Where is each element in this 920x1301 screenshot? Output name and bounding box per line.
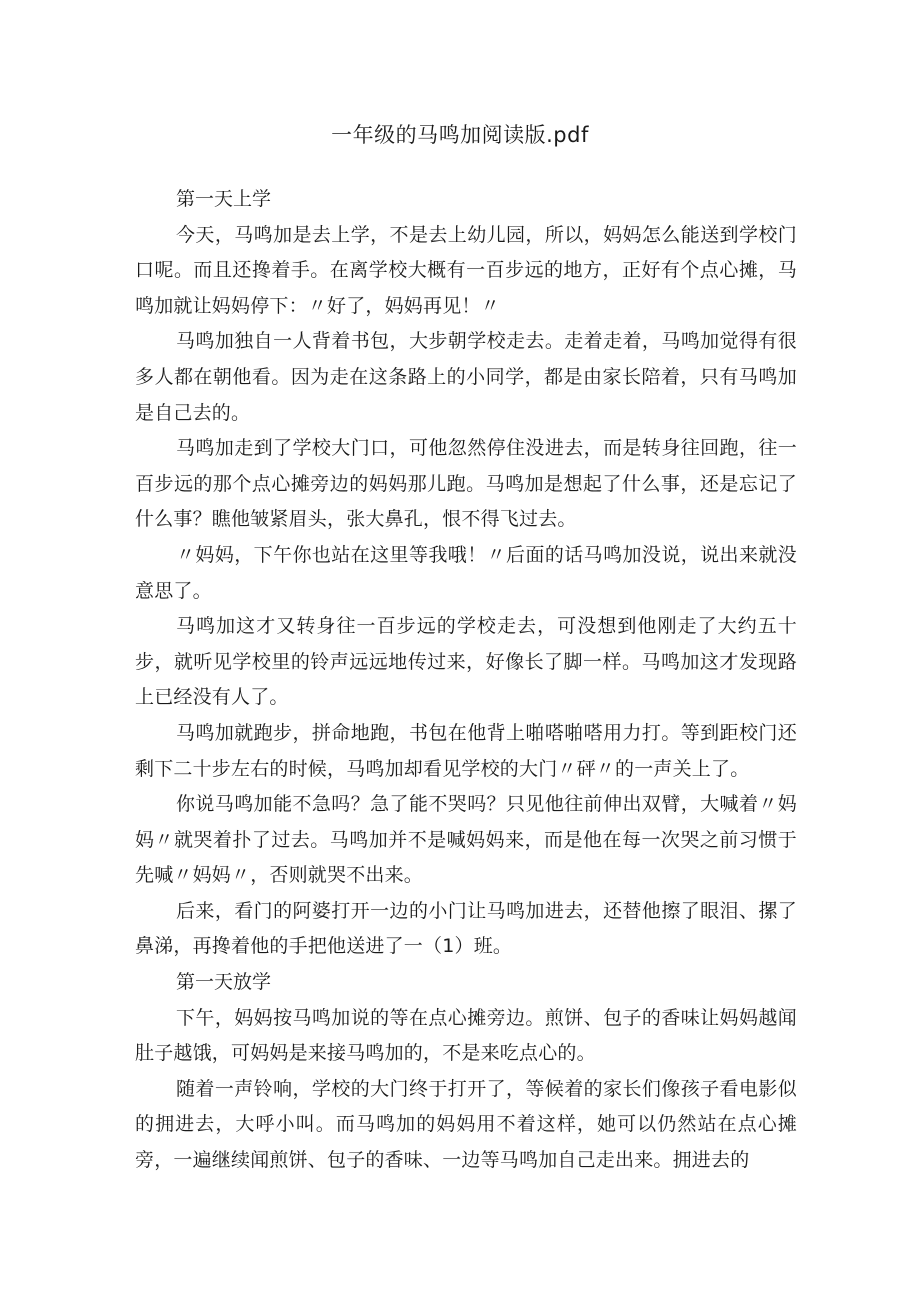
section-heading-first-day-school: 第一天上学	[176, 188, 272, 210]
paragraph: 马鸣加就跑步，拼命地跑，书包在他背上啪嗒啪嗒用力打。等到距校门还剩下二十步左右的时候，马鸣加却看见学校的大门〃砰〃的一声关上了。	[135, 721, 797, 780]
paragraph: 〃妈妈，下午你也站在这里等我哦！〃后面的话马鸣加没说，说出来就没意思了。	[135, 543, 797, 602]
section-heading-first-day-dismissal: 第一天放学	[176, 971, 272, 994]
paragraph: 下午，妈妈按马鸣加说的等在点心摊旁边。煎饼、包子的香味让妈妈越闻肚子越饿，可妈妈是来接马鸣加的，不是来吃点心的。	[135, 1006, 797, 1065]
paragraph: 今天，马鸣加是去上学，不是去上幼儿园，所以，妈妈怎么能送到学校门口呢。而且还搀着手。在离学校大概有一百步远的地方，正好有个点心摊，马鸣加就让妈妈停下：〃好了，妈妈再见！〃	[135, 223, 797, 317]
document-body	[135, 182, 797, 1179]
paragraph: 马鸣加独自一人背着书包，大步朝学校走去。走着走着，马鸣加觉得有很多人都在朝他看。因为走在这条路上的小同学，都是由家长陪着，只有马鸣加是自己去的。	[135, 330, 797, 424]
paragraph: 随着一声铃响，学校的大门终于打开了，等候着的家长们像孩子看电影似的拥进去，大呼小叫。而马鸣加的妈妈用不着这样，她可以仍然站在点心摊旁，一遍继续闻煎饼、包子的香味、一边等马鸣加自己走出来。拥进去的	[135, 1077, 797, 1172]
document-title: 一年级的马鸣加阅读版.pdf	[331, 123, 589, 147]
paragraph: 马鸣加这才又转身往一百步远的学校走去，可没想到他刚走了大约五十步，就听见学校里的铃声远远地传过来，好像长了脚一样。马鸣加这才发现路上已经没有人了。	[135, 615, 797, 709]
paragraph: 马鸣加走到了学校大门口，可他忽然停住没进去，而是转身往回跑，往一百步远的那个点心摊旁边的妈妈那儿跑。马鸣加是想起了什么事，还是忘记了什么事？瞧他皱紧眉头，张大鼻孔，恨不得飞过去。	[135, 437, 797, 531]
paragraph: 后来，看门的阿婆打开一边的小门让马鸣加进去，还替他擦了眼泪、摞了鼻涕，再搀着他的手把他送进了一（1）班。	[135, 899, 797, 958]
paragraph: 你说马鸣加能不急吗？急了能不哭吗？只见他往前伸出双臂，大喊着〃妈妈〃就哭着扑了过去。马鸣加并不是喊妈妈来，而是他在每一次哭之前习惯于先喊〃妈妈〃，否则就哭不出来。	[135, 793, 797, 887]
